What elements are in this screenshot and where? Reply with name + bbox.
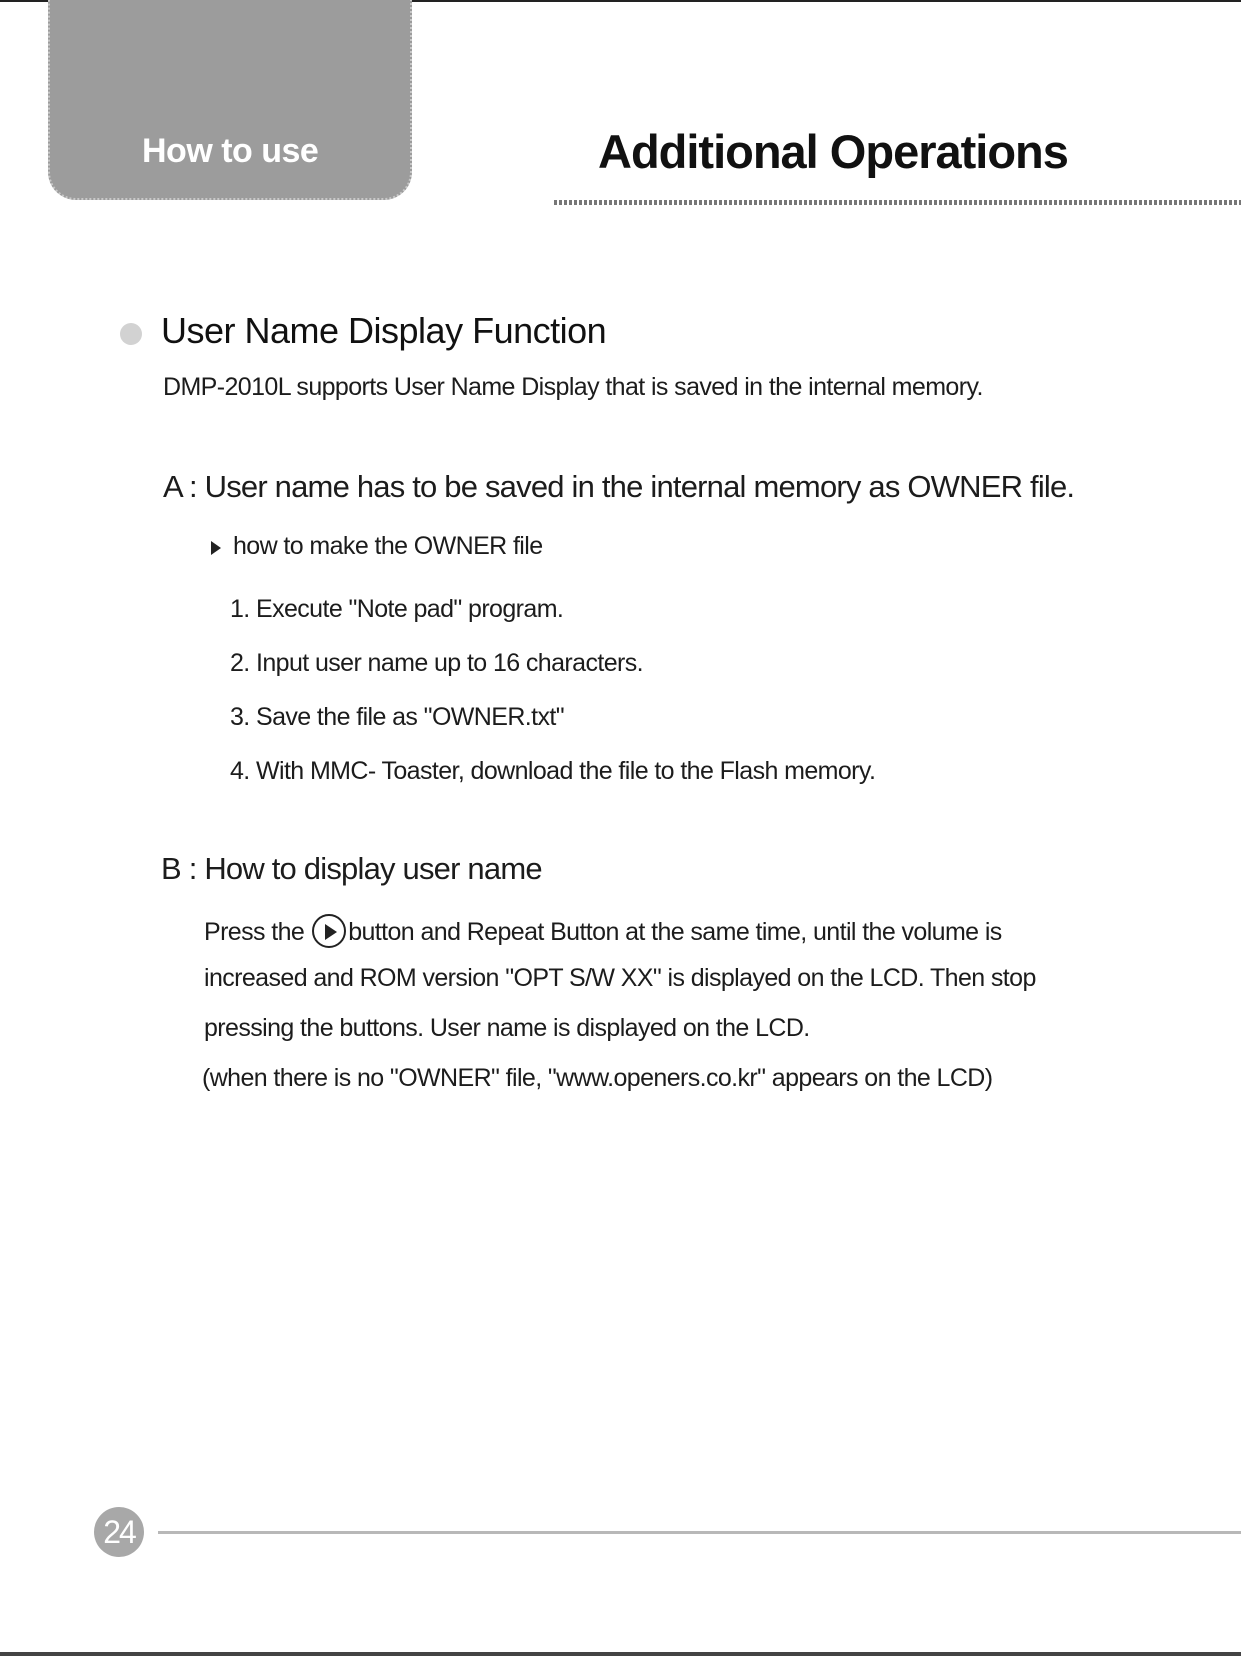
right-triangle-icon: [211, 541, 221, 555]
bullet-dot-icon: [120, 323, 142, 345]
step-item: 1. Execute "Note pad" program.: [230, 595, 564, 623]
step-item: 4. With MMC- Toaster, download the file to the Flash memory.: [230, 757, 876, 785]
footer-divider: [158, 1531, 1241, 1534]
step-item: 3. Save the file as "OWNER.txt": [230, 703, 564, 731]
step-item: 2. Input user name up to 16 characters.: [230, 649, 643, 677]
play-button-icon: [312, 914, 346, 948]
part-a-title: A : User name has to be saved in the internal memory as OWNER file.: [163, 469, 1075, 504]
part-b-line-1-start: Press the: [204, 918, 305, 946]
part-b-line-3: pressing the buttons. User name is displayed on the LCD.: [204, 1014, 810, 1042]
section-heading: User Name Display Function: [161, 310, 607, 351]
part-b-line-1: [204, 914, 1002, 948]
page-number: 24: [94, 1507, 144, 1557]
section-intro: DMP-2010L supports User Name Display that is saved in the internal memory.: [163, 373, 983, 401]
part-b-line-1-end: button and Repeat Button at the same time, until the volume is: [348, 918, 1002, 946]
part-a-subtitle: how to make the OWNER file: [233, 532, 543, 560]
part-b-line-4: (when there is no "OWNER" file, "www.openers.co.kr" appears on the LCD): [202, 1064, 993, 1092]
bottom-border: [0, 1652, 1241, 1656]
part-b-line-2: increased and ROM version "OPT S/W XX" is displayed on the LCD. Then stop: [204, 964, 1036, 992]
title-underline: [554, 200, 1241, 205]
section-tab-label: How to use: [142, 132, 319, 170]
part-b-title: B : How to display user name: [161, 851, 542, 886]
page-title: Additional Operations: [598, 125, 1068, 178]
